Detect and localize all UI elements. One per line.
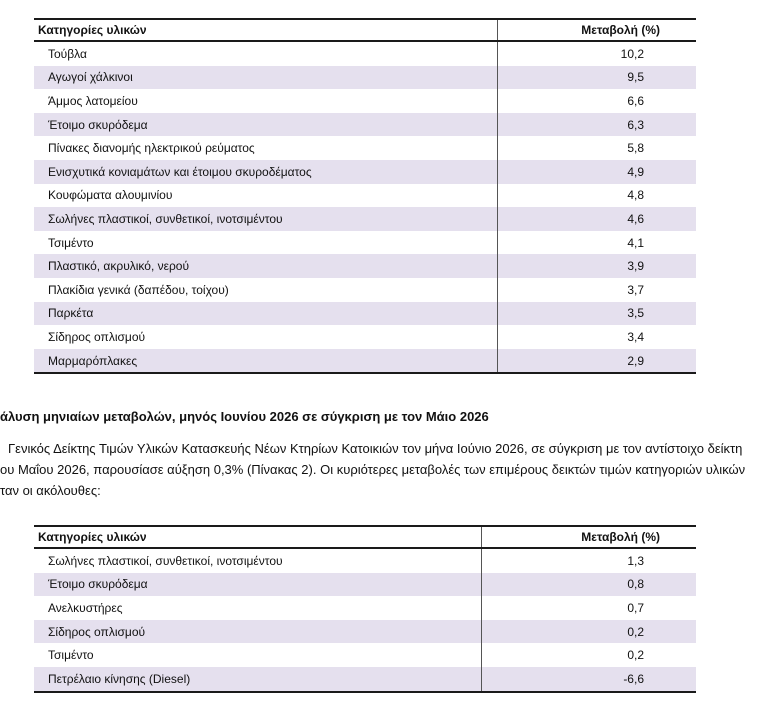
table-row (34, 66, 696, 90)
table-row (34, 231, 696, 255)
change-value-cell: -6,6 (482, 667, 696, 692)
table-row (34, 207, 696, 231)
table-row (34, 596, 696, 620)
category-cell: Έτοιμο σκυρόδεμα (34, 113, 497, 137)
annual-changes-table (34, 18, 696, 374)
table-row (34, 667, 696, 692)
table-row (34, 89, 696, 113)
monthly-changes-table (34, 525, 696, 693)
change-value-cell: 2,9 (497, 349, 696, 374)
category-cell: Σωλήνες πλαστικοί, συνθετικοί, ινοτσιμέντου (34, 207, 497, 231)
change-value-cell: 3,7 (497, 278, 696, 302)
table-header-row (34, 526, 696, 548)
table-row (34, 573, 696, 597)
change-value-cell: 5,8 (497, 136, 696, 160)
paragraph-line: ταν οι ακόλουθες: (0, 483, 101, 498)
category-cell: Πλακίδια γενικά (δαπέδου, τοίχου) (48, 282, 229, 297)
change-value-cell: 10,2 (497, 41, 696, 66)
section-heading: άλυση μηνιαίων μεταβολών, μηνός Ιουνίου 2026 σε σύγκριση με τον Μάιο 2026 (0, 409, 489, 424)
table-row (34, 325, 696, 349)
category-cell: Πλαστικό, ακρυλικό, νερού (34, 254, 497, 278)
category-column-header: Κατηγορίες υλικών (34, 526, 482, 548)
table-row (34, 113, 696, 137)
table-row (34, 41, 696, 66)
category-cell: Τσιμέντο (48, 235, 94, 250)
change-value-cell: 9,5 (497, 66, 696, 90)
change-value-cell: 0,2 (482, 620, 696, 644)
paragraph-line: ου Μαΐου 2026, παρουσίασε αύξηση 0,3% (Πίνακας 2). Οι κυριότερες μεταβολές των επιμέρους δεικτών τιμών κατηγοριών υλικών (0, 462, 746, 477)
change-value-cell: 4,6 (497, 207, 696, 231)
change-value-cell: 4,1 (497, 231, 696, 255)
category-cell: Κουφώματα αλουμινίου (48, 188, 173, 203)
change-value-cell: 1,3 (482, 548, 696, 573)
category-cell: Πίνακες διανομής ηλεκτρικού ρεύματος (48, 141, 255, 156)
category-cell: Αγωγοί χάλκινοι (34, 66, 497, 90)
change-value-cell: 0,7 (482, 596, 696, 620)
category-cell: Σίδηρος οπλισμού (48, 329, 146, 344)
change-value-cell: 4,9 (497, 160, 696, 184)
category-cell: Σίδηρος οπλισμού (34, 620, 482, 644)
table-row (34, 136, 696, 160)
category-cell: Τσιμέντο (48, 648, 94, 663)
change-column-header: Μεταβολή (%) (497, 19, 696, 41)
change-value-cell: 3,5 (497, 302, 696, 326)
category-column-header: Κατηγορίες υλικών (34, 19, 497, 41)
table-row (34, 548, 696, 573)
category-cell: Μαρμαρόπλακες (34, 349, 497, 374)
table-header-row (34, 19, 696, 41)
table-row (34, 254, 696, 278)
category-cell: Έτοιμο σκυρόδεμα (34, 573, 482, 597)
paragraph-line: Γενικός Δείκτης Τιμών Υλικών Κατασκευής Νέων Κτηρίων Κατοικιών τον μήνα Ιούνιο 2026, σε σύγκριση με τον αντίστοιχο δείκτη (8, 441, 743, 456)
change-value-cell: 3,9 (497, 254, 696, 278)
change-value-cell: 6,6 (497, 89, 696, 113)
table-row (34, 160, 696, 184)
table-row (34, 278, 696, 302)
change-value-cell: 3,4 (497, 325, 696, 349)
change-value-cell: 6,3 (497, 113, 696, 137)
category-cell: Παρκέτα (34, 302, 497, 326)
change-value-cell: 0,8 (482, 573, 696, 597)
table-row (34, 302, 696, 326)
table-row (34, 643, 696, 667)
category-cell: Τούβλα (48, 46, 87, 61)
category-cell: Πετρέλαιο κίνησης (Diesel) (34, 667, 482, 692)
change-value-cell: 0,2 (482, 643, 696, 667)
table-row (34, 620, 696, 644)
table-row (34, 184, 696, 208)
category-cell: Ενισχυτικά κονιαμάτων και έτοιμου σκυροδέματος (34, 160, 497, 184)
change-column-header: Μεταβολή (%) (482, 526, 696, 548)
category-cell: Ανελκυστήρες (48, 600, 123, 615)
category-cell: Σωλήνες πλαστικοί, συνθετικοί, ινοτσιμέντου (48, 553, 283, 568)
table-row (34, 349, 696, 374)
change-value-cell: 4,8 (497, 184, 696, 208)
category-cell: Άμμος λατομείου (48, 93, 138, 108)
